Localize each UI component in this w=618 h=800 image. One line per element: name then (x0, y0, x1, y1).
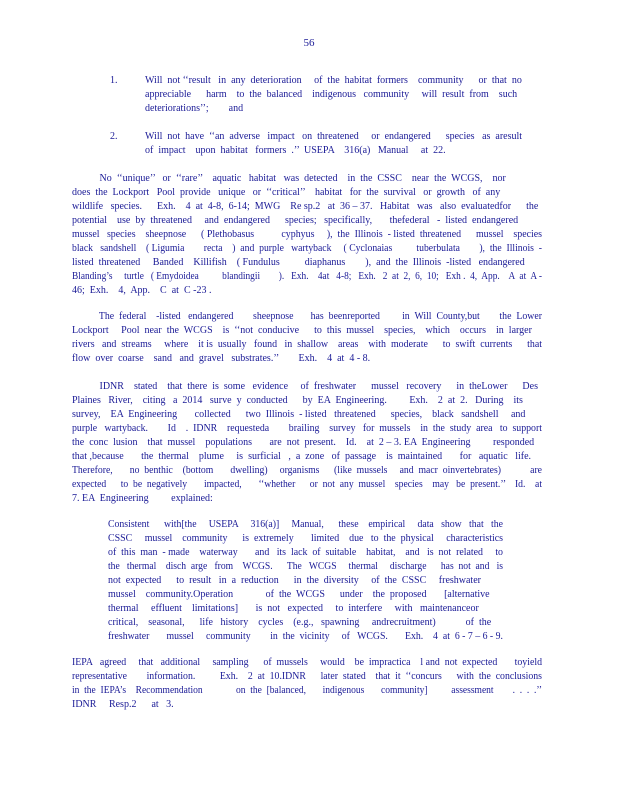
list-item-2-number: 2. (110, 131, 118, 142)
list-item-1-text (145, 74, 535, 116)
text-line: of impact upon habitat formers .’’ USEPA 316(a) Manual at 22. (145, 145, 446, 156)
text-line: the thermal disch arge from WCGS. The WCGS thermal discharge has not and is (108, 561, 503, 572)
text-line: Blanding’s turtle ( Emydoidea blandingii ). Exh. 4at 4-8; Exh. 2 at 2, 6, 10; Exh . 4, App. A at A - (72, 271, 542, 282)
text-line: deteriorations’’; and (145, 103, 244, 114)
text-line: IDNR Resp.2 at 3. (72, 699, 174, 710)
text-line: wildlife species. Exh. 4 at 4-8, 6-14; MWG Re sp.2 at 36 – 37. Habitat was also evaluatedfor the (72, 201, 539, 212)
text-line: does the Lockport Pool provide unique or ‘‘critical’’ habitat for the survival or growth of any (72, 187, 501, 198)
page-number: 56 (303, 37, 315, 49)
text-line: potential use by threatened and endangered species; specifically, thefederal - listed endangered (72, 215, 519, 226)
text-line: critical, seasonal, life history cycles (e.g., spawning andrecruitment) of the (108, 617, 492, 628)
list-item-1-number: 1. (110, 75, 118, 86)
text-line: appreciable harm to the balanced indigenous community will result from such (145, 89, 518, 100)
text-line: 7. EA Engineering explained: (72, 493, 213, 504)
text-line: Plaines River, citing a 2014 surve y conducted by EA Engineering. Exh. 2 at 2. During its (72, 395, 523, 406)
paragraph-idnr (72, 380, 542, 506)
paragraph-sheepnose (72, 310, 542, 366)
text-line: IDNR stated that there is some evidence of freshwater mussel recovery in theLower Des (72, 381, 538, 392)
text-line: No ‘‘unique’’ or ‘‘rare’’ aquatic habitat was detected in the CSSC near the WCGS, nor (72, 173, 506, 184)
text-line: survey, EA Engineering collected two Illinois - listed threatened species, black sandshell and (72, 409, 526, 420)
text-line: thermal effluent limitations] is not expected to interfere with maintenanceor (108, 603, 479, 614)
text-line: of this man - made waterway and its lack of suitable habitat, and is not related to (108, 547, 503, 558)
text-line: The federal -listed endangered sheepnose has beenreported in Will County,but the Lower (72, 311, 542, 322)
text-line: mussel community.Operation of the WCGS under the proposed [alternative (108, 589, 490, 600)
text-line: representative information. Exh. 2 at 10.IDNR later stated that it ‘‘concurs with the conclusions (72, 671, 542, 682)
paragraph-habitat (72, 172, 542, 298)
text-line: the conc lusion that mussel populations are not present. Id. at 2 – 3. EA Engineering responded (72, 437, 535, 448)
text-line: Will not ‘‘result in any deterioration of the habitat formers community or that no (145, 75, 522, 86)
list-item-2-text (145, 130, 535, 158)
text-line: IEPA agreed that additional sampling of mussels would be impractica l and not expected toyield (72, 657, 542, 668)
text-line: CSSC mussel community is extremely limited due to the physical characteristics (108, 533, 503, 544)
text-line: Therefore, no benthic (bottom dwelling) organisms (like mussels and macr oinvertebrates) are (72, 465, 542, 476)
text-line: Consistent with[the USEPA 316(a)] Manual, these empirical data show that the (108, 519, 503, 530)
text-line: rivers and streams where it is usually found in shallow areas with moderate to swift currents that (72, 339, 542, 350)
text-line: expected to be negatively impacted, ‘‘whether or not any mussel species may be present.’’ Id. at (72, 479, 542, 490)
block-quote (108, 518, 503, 644)
text-line: Will not have ‘‘an adverse impact on threatened or endangered species as aresult (145, 131, 523, 142)
text-line: not expected to result in a reduction in the diversity of the CSSC freshwater (108, 575, 481, 586)
text-line: black sandshell ( Ligumia recta ) and purple wartyback ( Cyclonaias tuberbulata ), the Illinois - (72, 243, 542, 254)
text-line: freshwater mussel community in the vicinity of WCGS. Exh. 4 at 6 - 7 – 6 - 9. (108, 631, 503, 642)
text-line: listed threatened Banded Killifish ( Fundulus diaphanus ), and the Illinois -listed endangered (72, 257, 525, 268)
text-line: mussel species sheepnose ( Plethobasus cyphyus ), the Illinois - listed threatened mussel species (72, 229, 542, 240)
text-line: flow over coarse sand and gravel substrates.’’ Exh. 4 at 4 - 8. (72, 353, 371, 364)
text-line: in the IEPA’s Recommendation on the [balanced, indigenous community] assessment . . . .’’ (72, 685, 542, 696)
text-line: that ,because the thermal plume is surficial , a zone of passage is maintained for aquatic life. (72, 451, 532, 462)
paragraph-iepa (72, 656, 542, 712)
text-line: 46; Exh. 4, App. C at C -23 . (72, 285, 212, 296)
text-line: purple wartyback. Id . IDNR requesteda brailing survey for mussels in the study area to support (72, 423, 542, 434)
text-line: Lockport Pool near the WCGS is ‘‘not conducive to this mussel species, which occurs in larger (72, 325, 532, 336)
